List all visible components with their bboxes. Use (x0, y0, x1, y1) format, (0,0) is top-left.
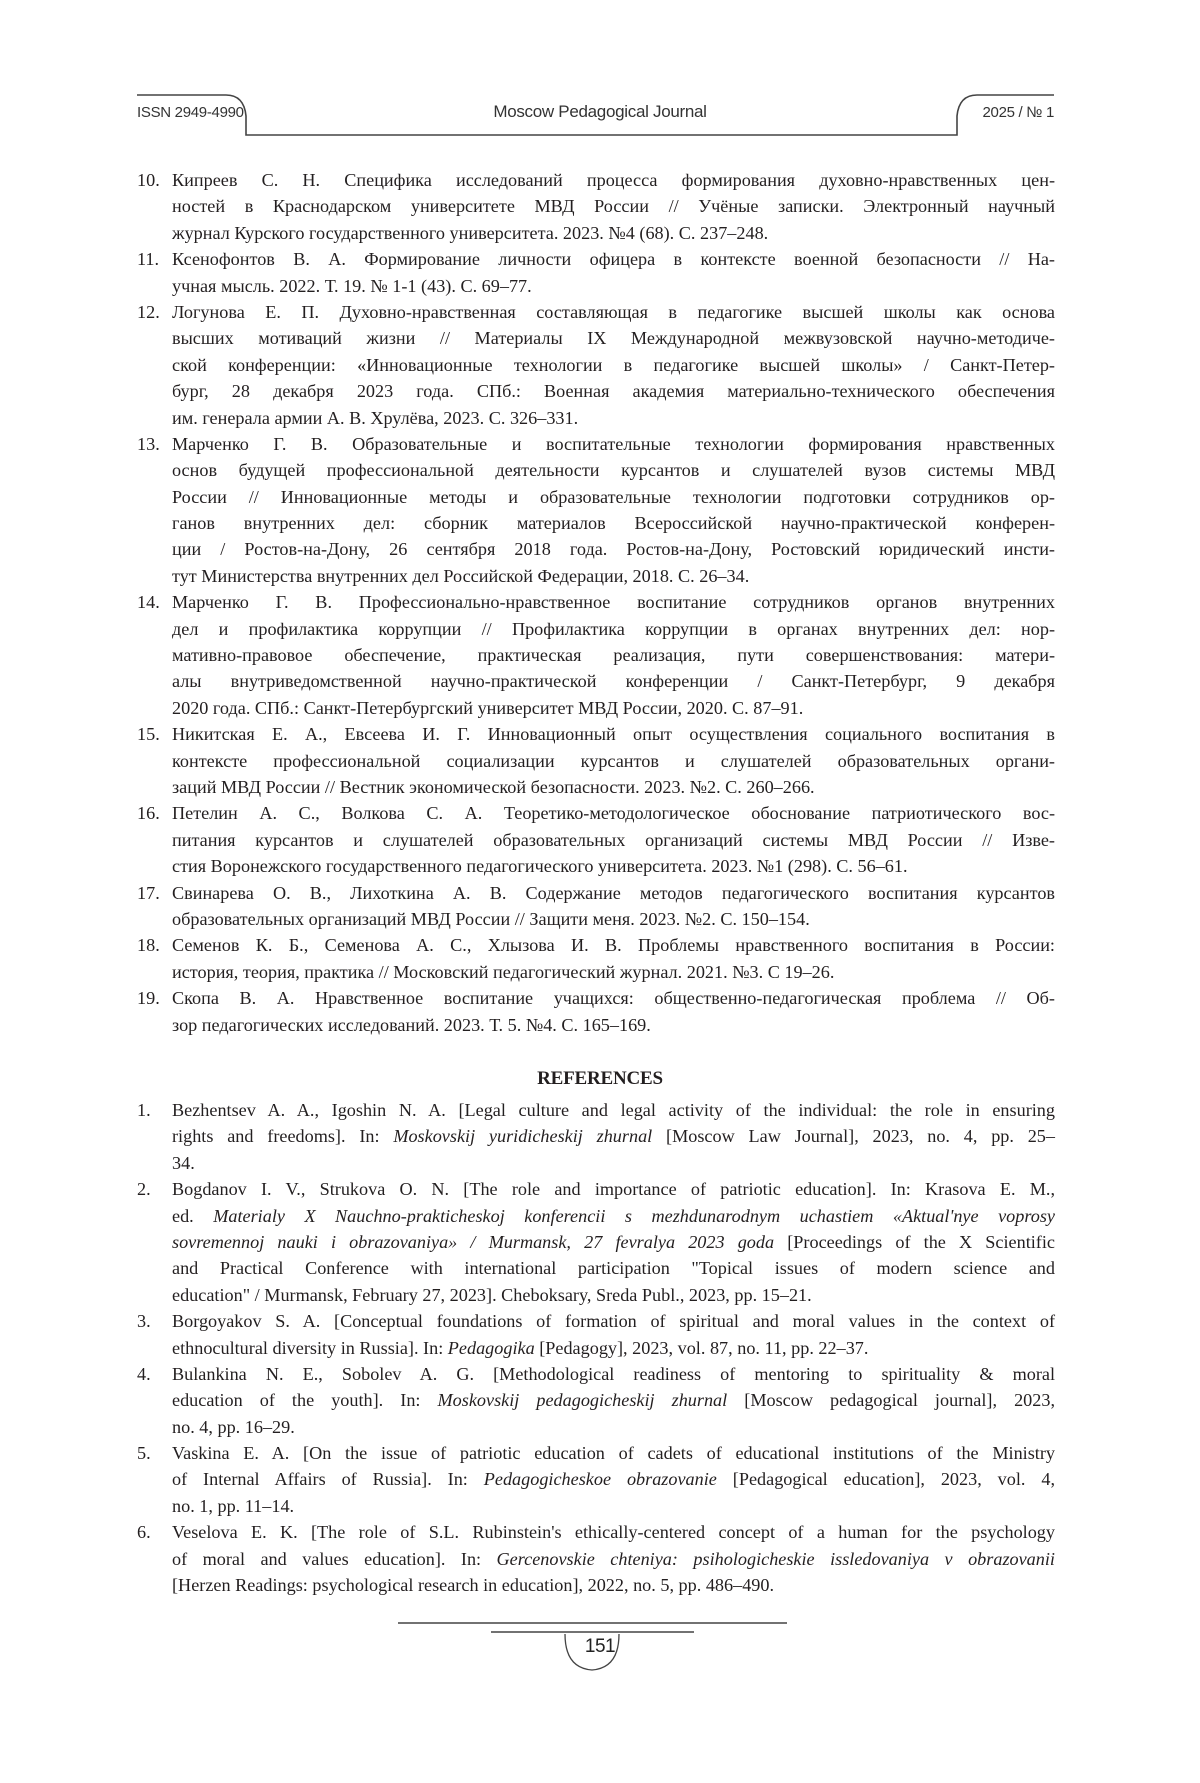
header-rule (0, 0, 1200, 150)
reference-entry (137, 246, 1055, 299)
reference-line: зор педагогических исследований. 2023. Т. 5. №4. С. 165–169. (172, 1012, 1055, 1038)
reference-line (172, 1361, 1055, 1387)
reference-line (172, 1466, 1055, 1492)
reference-number: 5. (137, 1440, 151, 1466)
reference-text: education" / Murmansk, February 27, 2023]. Cheboksary, Sreda Publ., 2023, pp. 15–21. (172, 1285, 812, 1305)
source-title-italic: Materialy X Nauchno-prakticheskoj konferencii s mezhdunarodnym uchastiem «Aktual'nye voprosy (213, 1206, 1055, 1226)
reference-entry (137, 932, 1055, 985)
reference-entry (137, 1440, 1055, 1519)
reference-line: Кипреев С. Н. Специфика исследований процесса формирования духовно-нравственных цен- (172, 167, 1055, 193)
reference-number: 18. (137, 932, 160, 958)
page-number: 151 (0, 1636, 1200, 1658)
reference-line (172, 1572, 1055, 1598)
issue-number: 2025 / № 1 (983, 104, 1054, 121)
reference-line (172, 1203, 1055, 1229)
reference-line: России // Инновационные методы и образовательные технологии подготовки сотрудников ор- (172, 484, 1055, 510)
reference-number: 16. (137, 800, 160, 826)
reference-line: учная мысль. 2022. Т. 19. № 1-1 (43). С. 69–77. (172, 273, 1055, 299)
reference-line: Петелин А. С., Волкова С. А. Теоретико-методологическое обоснование патриотического вос- (172, 800, 1055, 826)
reference-text: no. 1, pp. 11–14. (172, 1496, 294, 1516)
reference-number: 3. (137, 1308, 151, 1334)
reference-entry (137, 985, 1055, 1038)
reference-entry (137, 1176, 1055, 1308)
reference-number: 10. (137, 167, 160, 193)
reference-text: [Moscow Law Journal], 2023, no. 4, pp. 25– (652, 1126, 1055, 1146)
reference-entry (137, 721, 1055, 800)
reference-text: Bezhentsev A. A., Igoshin N. A. [Legal culture and legal activity of the individual: the role in ensuring (172, 1100, 1055, 1120)
source-title-italic: sovremennoj nauki i obrazovaniya» / Murmansk, 27 fevralya 2023 goda (172, 1232, 774, 1252)
source-title-italic: Gercenovskie chteniya: psihologicheskie issledovaniya v obrazovanii (497, 1549, 1055, 1569)
reference-text: Veselova E. K. [The role of S.L. Rubinstein's ethically-centered concept of a human for the psychology (172, 1522, 1055, 1542)
reference-line: бург, 28 декабря 2023 года. СПб.: Военная академия материально-технического обеспечения (172, 378, 1055, 404)
reference-text: rights and freedoms]. In: (172, 1126, 393, 1146)
reference-line (172, 1335, 1055, 1361)
reference-entry (137, 880, 1055, 933)
reference-entry (137, 800, 1055, 879)
reference-line (172, 1255, 1055, 1281)
reference-line (172, 1387, 1055, 1413)
reference-number: 17. (137, 880, 160, 906)
reference-line: Марченко Г. В. Профессионально-нравственное воспитание сотрудников органов внутренних (172, 589, 1055, 615)
reference-line: стия Воронежского государственного педагогического университета. 2023. №1 (298). С. 56–61. (172, 853, 1055, 879)
reference-line (172, 1123, 1055, 1149)
reference-line (172, 1229, 1055, 1255)
journal-title: Moscow Pedagogical Journal (0, 102, 1200, 122)
issn: ISSN 2949-4990 (137, 104, 244, 121)
reference-line (172, 1493, 1055, 1519)
reference-entry (137, 1519, 1055, 1598)
reference-number: 4. (137, 1361, 151, 1387)
reference-line: питания курсантов и слушателей образовательных организаций системы МВД России // Изве- (172, 827, 1055, 853)
reference-number: 19. (137, 985, 160, 1011)
reference-text: [Herzen Readings: psychological research in education], 2022, no. 5, pp. 486–490. (172, 1575, 774, 1595)
reference-entry (137, 589, 1055, 721)
reference-line: история, теория, практика // Московский педагогический журнал. 2021. №3. С 19–26. (172, 959, 1055, 985)
reference-text: of Internal Affairs of Russia]. In: (172, 1469, 484, 1489)
reference-text: Bulankina N. E., Sobolev A. G. [Methodological readiness of mentoring to spirituality & moral (172, 1364, 1055, 1384)
reference-number: 1. (137, 1097, 151, 1123)
source-title-italic: Pedagogicheskoe obrazovanie (484, 1469, 717, 1489)
reference-text: [Proceedings of the X Scientific (774, 1232, 1055, 1252)
source-title-italic: Moskovskij yuridicheskij zhurnal (393, 1126, 652, 1146)
reference-line: дел и профилактика коррупции // Профилактика коррупции в органах внутренних дел: нор- (172, 616, 1055, 642)
reference-line: им. генерала армии А. В. Хрулёва, 2023. С. 326–331. (172, 405, 1055, 431)
reference-entry (137, 1097, 1055, 1176)
reference-line: Марченко Г. В. Образовательные и воспитательные технологии формирования нравственных (172, 431, 1055, 457)
reference-line: Логунова Е. П. Духовно-нравственная составляющая в педагогике высшей школы как основа (172, 299, 1055, 325)
reference-text: Borgoyakov S. A. [Conceptual foundations of formation of spiritual and moral values in the context of (172, 1311, 1055, 1331)
reference-line (172, 1546, 1055, 1572)
reference-number: 14. (137, 589, 160, 615)
reference-line (172, 1150, 1055, 1176)
reference-text: and Practical Conference with international participation "Topical issues of modern science and (172, 1258, 1055, 1278)
reference-entry (137, 167, 1055, 246)
reference-line: Ксенофонтов В. А. Формирование личности офицера в контексте военной безопасности // На- (172, 246, 1055, 272)
reference-text: of moral and values education]. In: (172, 1549, 497, 1569)
reference-line (172, 1519, 1055, 1545)
reference-line: ностей в Краснодарском университете МВД России // Учёные записки. Электронный научный (172, 193, 1055, 219)
source-title-italic: Moskovskij pedagogicheskij zhurnal (438, 1390, 728, 1410)
reference-number: 15. (137, 721, 160, 747)
reference-line: высших мотиваций жизни // Материалы IX Международной межвузовской научно-методиче- (172, 325, 1055, 351)
reference-line (172, 1308, 1055, 1334)
reference-line (172, 1176, 1055, 1202)
reference-line (172, 1440, 1055, 1466)
reference-line: основ будущей профессиональной деятельности курсантов и слушателей вузов системы МВД (172, 457, 1055, 483)
reference-line: тут Министерства внутренних дел Российской Федерации, 2018. С. 26–34. (172, 563, 1055, 589)
reference-text: ethnocultural diversity in Russia]. In: (172, 1338, 448, 1358)
reference-number: 11. (137, 246, 159, 272)
reference-line: ской конференции: «Инновационные технологии в педагогике высшей школы» / Санкт-Петер- (172, 352, 1055, 378)
reference-line (172, 1097, 1055, 1123)
reference-text: [Moscow pedagogical journal], 2023, (727, 1390, 1055, 1410)
reference-line (172, 1414, 1055, 1440)
reference-line: алы внутриведомственной научно-практической конференции / Санкт-Петербург, 9 декабря (172, 668, 1055, 694)
reference-line: образовательных организаций МВД России // Защити меня. 2023. №2. С. 150–154. (172, 906, 1055, 932)
reference-number: 2. (137, 1176, 151, 1202)
reference-text: no. 4, pp. 16–29. (172, 1417, 295, 1437)
reference-line: мативно-правовое обеспечение, практическая реализация, пути совершенствования: матери- (172, 642, 1055, 668)
reference-line (172, 1282, 1055, 1308)
reference-line: ции / Ростов-на-Дону, 26 сентября 2018 года. Ростов-на-Дону, Ростовский юридический инсти- (172, 536, 1055, 562)
reference-line: Семенов К. Б., Семенова А. С., Хлызова И. В. Проблемы нравственного воспитания в России: (172, 932, 1055, 958)
reference-text: ed. (172, 1206, 213, 1226)
reference-number: 12. (137, 299, 160, 325)
russian-reference-list (137, 167, 1055, 1038)
reference-number: 13. (137, 431, 160, 457)
source-title-italic: Pedagogika (448, 1338, 535, 1358)
reference-text: 34. (172, 1153, 195, 1173)
reference-text: education of the youth]. In: (172, 1390, 438, 1410)
reference-line: Свинарева О. В., Лихоткина А. В. Содержание методов педагогического воспитания курсантов (172, 880, 1055, 906)
reference-line: 2020 года. СПб.: Санкт-Петербургский университет МВД России, 2020. С. 87–91. (172, 695, 1055, 721)
reference-entry (137, 1361, 1055, 1440)
reference-text: Vaskina E. A. [On the issue of patriotic education of cadets of educational institutions of the Ministry (172, 1443, 1055, 1463)
references-heading: REFERENCES (0, 1068, 1200, 1090)
reference-line: заций МВД России // Вестник экономической безопасности. 2023. №2. С. 260–266. (172, 774, 1055, 800)
reference-text: [Pedagogical education], 2023, vol. 4, (717, 1469, 1055, 1489)
reference-line: ганов внутренних дел: сборник материалов Всероссийской научно-практической конферен- (172, 510, 1055, 536)
reference-line: контексте профессиональной социализации курсантов и слушателей образовательных органи- (172, 748, 1055, 774)
reference-text: Bogdanov I. V., Strukova O. N. [The role and importance of patriotic education]. In: Krasova E. M., (172, 1179, 1055, 1199)
reference-entry (137, 431, 1055, 589)
reference-number: 6. (137, 1519, 151, 1545)
reference-line: Никитская Е. А., Евсеева И. Г. Инновационный опыт осуществления социального воспитания в (172, 721, 1055, 747)
reference-entry (137, 1308, 1055, 1361)
reference-line: Скопа В. А. Нравственное воспитание учащихся: общественно-педагогическая проблема // Об- (172, 985, 1055, 1011)
reference-line: журнал Курского государственного университета. 2023. №4 (68). С. 237–248. (172, 220, 1055, 246)
reference-text: [Pedagogy], 2023, vol. 87, no. 11, pp. 22–37. (535, 1338, 869, 1358)
english-reference-list (137, 1097, 1055, 1598)
reference-entry (137, 299, 1055, 431)
